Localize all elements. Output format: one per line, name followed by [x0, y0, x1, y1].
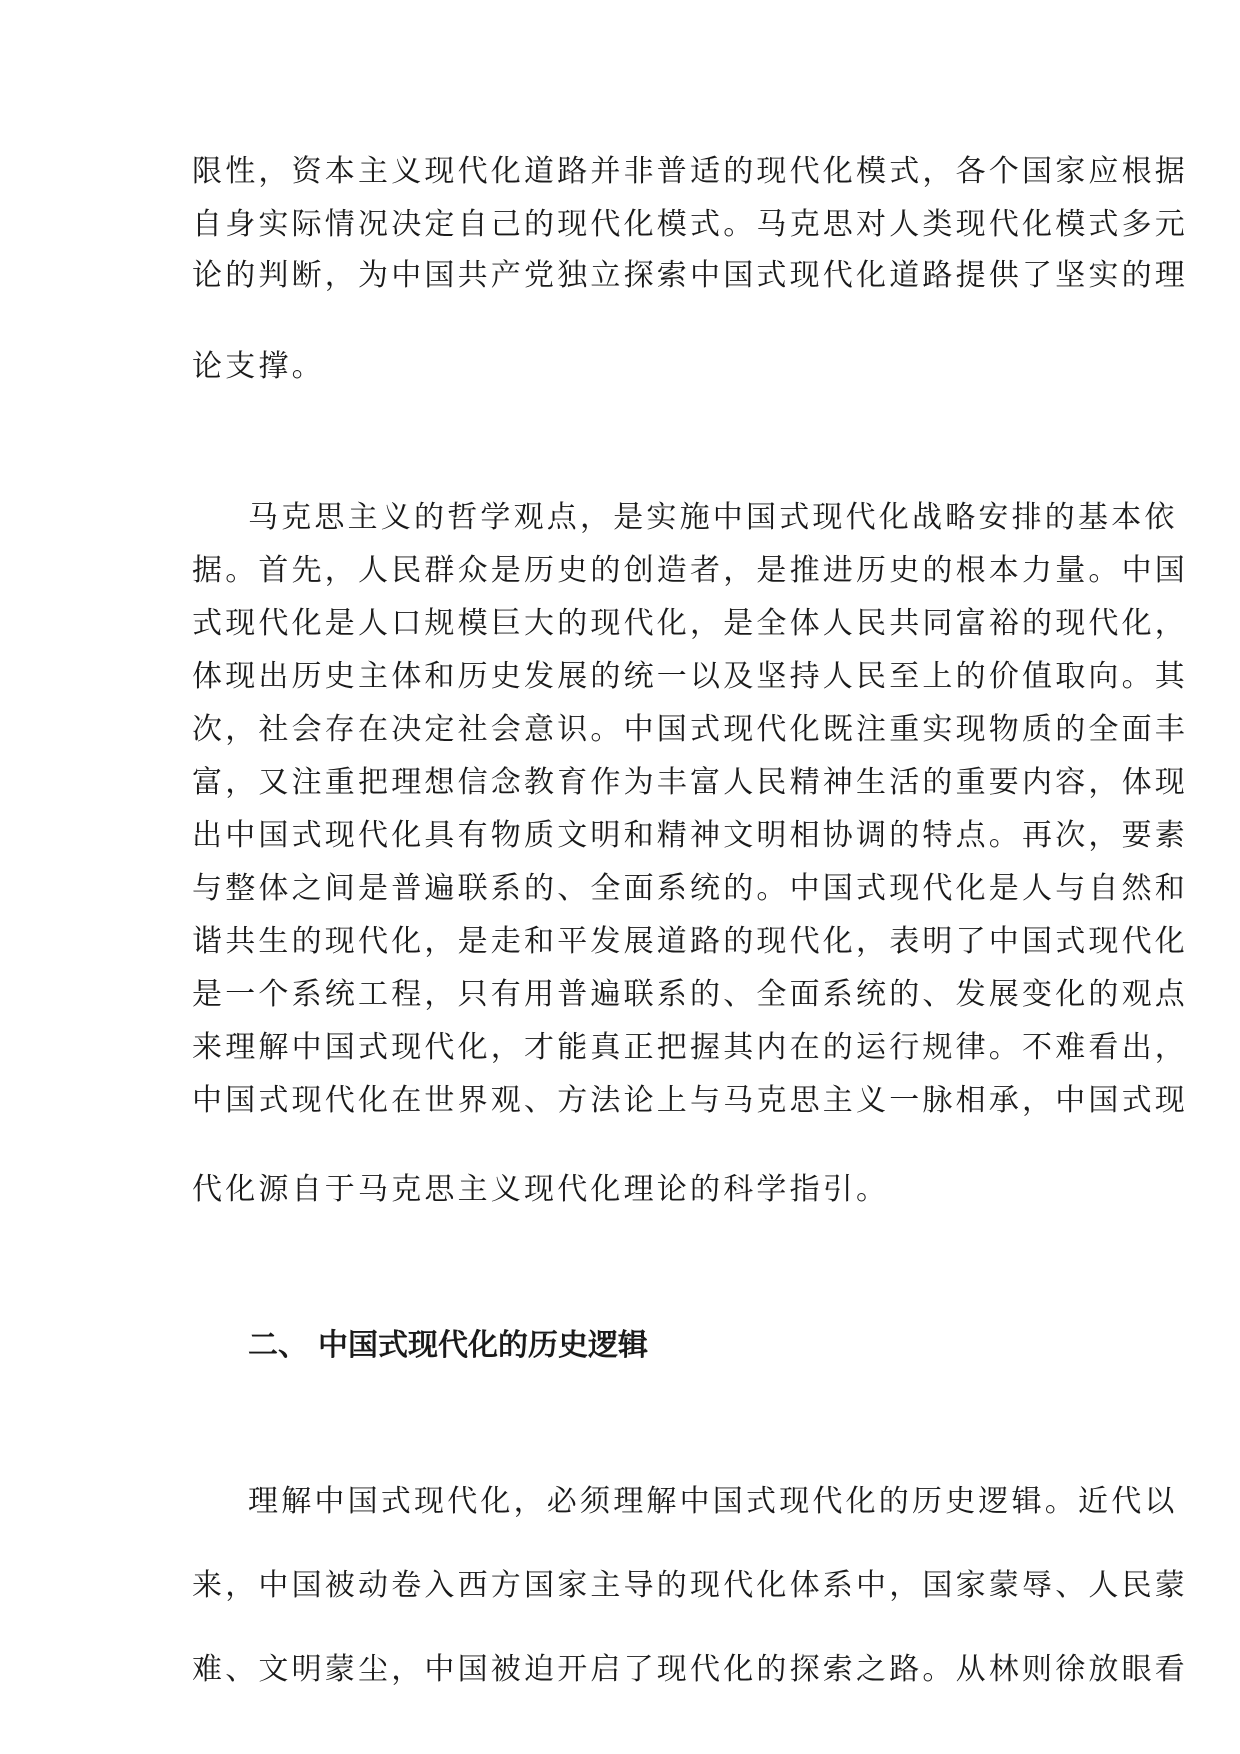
text-line: 体现出历史主体和历史发展的统一以及坚持人民至上的价值取向。其 — [192, 659, 1188, 694]
text-line: 出中国式现代化具有物质文明和精神文明相协调的特点。再次，要素 — [192, 818, 1188, 853]
section-title: 中国式现代化的历史逻辑 — [318, 1328, 648, 1363]
text-line: 与整体之间是普遍联系的、全面系统的。中国式现代化是人与自然和 — [192, 871, 1188, 906]
text-line: 富，又注重把理想信念教育作为丰富人民精神生活的重要内容，体现 — [192, 765, 1188, 800]
text-line: 次，社会存在决定社会意识。中国式现代化既注重实现物质的全面丰 — [192, 712, 1188, 747]
text-line: 谐共生的现代化，是走和平发展道路的现代化，表明了中国式现代化 — [192, 924, 1188, 959]
text-line: 限性，资本主义现代化道路并非普适的现代化模式，各个国家应根据 — [192, 154, 1188, 189]
text-line: 来理解中国式现代化，才能真正把握其内在的运行规律。不难看出， — [192, 1030, 1188, 1065]
text-line: 理解中国式现代化，必须理解中国式现代化的历史逻辑。近代以 — [248, 1484, 1178, 1519]
text-line: 马克思主义的哲学观点，是实施中国式现代化战略安排的基本依 — [248, 500, 1178, 535]
text-line: 论的判断，为中国共产党独立探索中国式现代化道路提供了坚实的理 — [192, 258, 1188, 293]
text-line: 难、文明蒙尘，中国被迫开启了现代化的探索之路。从林则徐放眼看 — [192, 1652, 1188, 1687]
text-line: 是一个系统工程，只有用普遍联系的、全面系统的、发展变化的观点 — [192, 977, 1188, 1012]
text-line: 代化源自于马克思主义现代化理论的科学指引。 — [192, 1172, 890, 1207]
text-line: 来，中国被动卷入西方国家主导的现代化体系中，国家蒙辱、人民蒙 — [192, 1568, 1188, 1603]
text-line: 式现代化是人口规模巨大的现代化，是全体人民共同富裕的现代化， — [192, 606, 1188, 641]
section-number: 二、 — [248, 1328, 308, 1363]
text-line: 中国式现代化在世界观、方法论上与马克思主义一脉相承，中国式现 — [192, 1083, 1188, 1118]
text-line: 据。首先，人民群众是历史的创造者，是推进历史的根本力量。中国 — [192, 553, 1188, 588]
text-line: 自身实际情况决定自己的现代化模式。马克思对人类现代化模式多元 — [192, 207, 1188, 242]
text-line: 论支撑。 — [192, 349, 325, 384]
